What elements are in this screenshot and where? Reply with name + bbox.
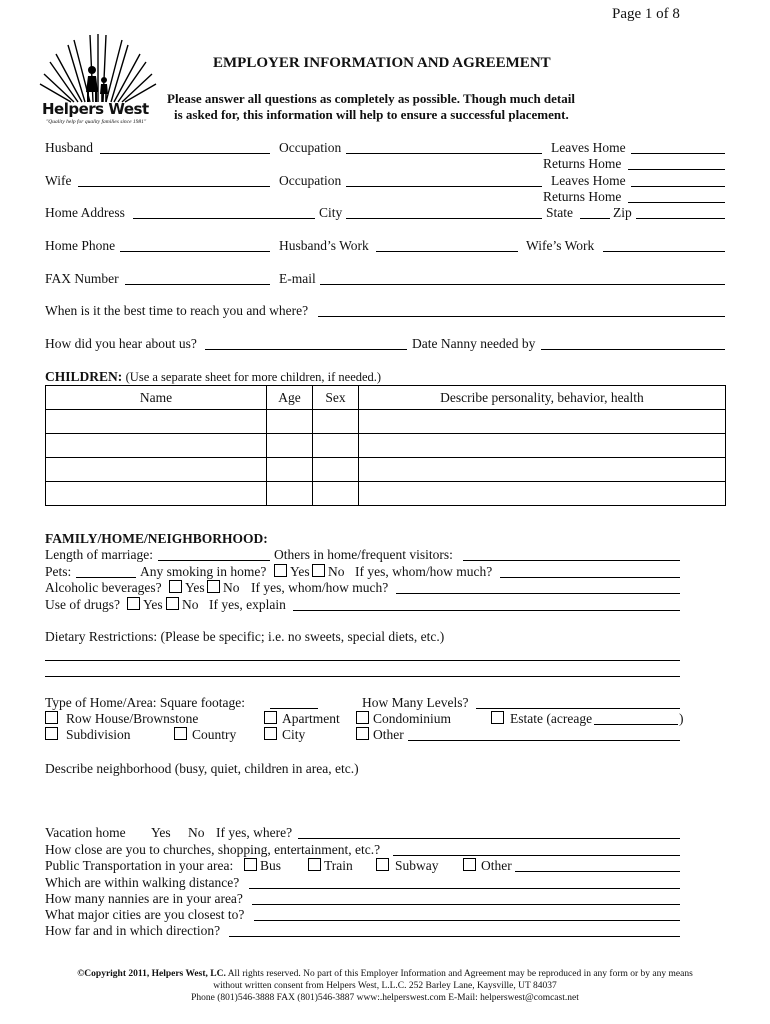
drugs-yes[interactable]: [127, 597, 163, 613]
child-name-cell[interactable]: [46, 458, 267, 482]
other-transport-field[interactable]: [515, 859, 680, 872]
other-home-label: Other: [373, 727, 404, 742]
home-phone-field[interactable]: [120, 239, 270, 252]
wife-occupation-label: Occupation: [279, 173, 342, 188]
table-row: [46, 482, 726, 506]
alcohol-yes-checkbox[interactable]: [169, 580, 182, 593]
logo-name: Helpers West: [42, 100, 149, 118]
zip-label: Zip: [613, 205, 632, 220]
husbands-work-field[interactable]: [376, 239, 518, 252]
bus-option[interactable]: [244, 858, 281, 874]
hear-about-label: How did you hear about us?: [45, 336, 197, 351]
husband-returns-home-label: Returns Home: [543, 156, 622, 171]
child-name-cell[interactable]: [46, 434, 267, 458]
wife-returns-home-field[interactable]: [628, 190, 725, 203]
levels-label: How Many Levels?: [362, 695, 469, 710]
subway-label: Subway: [395, 858, 439, 873]
zip-field[interactable]: [636, 206, 725, 219]
alcohol-no[interactable]: [207, 580, 240, 596]
husband-occupation-label: Occupation: [279, 140, 342, 155]
other-transport-option[interactable]: [463, 858, 512, 874]
square-footage-field[interactable]: [270, 696, 318, 709]
husband-occupation-field[interactable]: [346, 141, 542, 154]
public-transport-label: Public Transportation in your area:: [45, 858, 234, 873]
dietary-label: Dietary Restrictions: (Please be specific; i.e. no sweets, special diets, etc.): [45, 629, 445, 644]
alcohol-if-yes-label: If yes, whom/how much?: [251, 580, 389, 595]
family-heading: FAMILY/HOME/NEIGHBORHOOD:: [45, 531, 268, 546]
wife-occupation-field[interactable]: [346, 174, 542, 187]
row-house-checkbox[interactable]: [45, 711, 58, 724]
apartment-checkbox[interactable]: [264, 711, 277, 724]
col-describe: Describe personality, behavior, health: [359, 386, 726, 410]
city-field[interactable]: [346, 206, 542, 219]
city-label: City: [319, 205, 343, 220]
condominium-checkbox[interactable]: [356, 711, 369, 724]
wifes-work-label: Wife’s Work: [526, 238, 595, 253]
smoking-if-yes-label: If yes, whom/how much?: [355, 564, 493, 579]
vacation-yes[interactable]: Yes: [151, 825, 171, 840]
home-phone-label: Home Phone: [45, 238, 116, 253]
length-marriage-field[interactable]: [158, 548, 270, 561]
husbands-work-label: Husband’s Work: [279, 238, 369, 253]
wife-field[interactable]: [78, 174, 270, 187]
wife-leaves-home-label: Leaves Home: [551, 173, 626, 188]
how-far-field[interactable]: [229, 924, 680, 937]
fax-field[interactable]: [125, 272, 270, 285]
child-age-cell[interactable]: [267, 434, 313, 458]
date-needed-field[interactable]: [541, 337, 725, 350]
vacation-where-label: If yes, where?: [216, 825, 293, 840]
alcohol-no-checkbox[interactable]: [207, 580, 220, 593]
children-title: CHILDREN:: [45, 369, 123, 384]
intro-line-1: Please answer all questions as completely as possible. Though much detail: [167, 91, 575, 106]
smoking-no[interactable]: [312, 564, 345, 580]
footer-copyright-bold: ©Copyright 2011, Helpers West, LC.: [77, 969, 226, 979]
husband-leaves-home-field[interactable]: [631, 141, 725, 154]
child-sex-cell[interactable]: [313, 482, 359, 506]
estate-checkbox[interactable]: [491, 711, 504, 724]
apartment-option[interactable]: [264, 711, 340, 727]
country-checkbox[interactable]: [174, 727, 187, 740]
fax-label: FAX Number: [45, 271, 119, 286]
length-marriage-label: Length of marriage:: [45, 547, 153, 562]
child-name-cell[interactable]: [46, 482, 267, 506]
child-describe-cell[interactable]: [359, 410, 726, 434]
footer-copyright-rest: All rights reserved. No part of this Employer Information and Agreement may be reproduced in any form or by any means: [225, 969, 693, 979]
condominium-label: Condominium: [373, 711, 452, 726]
table-row: [46, 458, 726, 482]
vacation-label: Vacation home: [45, 825, 126, 840]
dietary-field-line-2[interactable]: [45, 664, 680, 677]
smoking-no-checkbox[interactable]: [312, 564, 325, 577]
row-house-label: Row House/Brownstone: [66, 711, 199, 726]
pets-field[interactable]: [76, 565, 136, 578]
smoking-label: Any smoking in home?: [140, 564, 267, 579]
country-label: Country: [192, 727, 237, 742]
train-checkbox[interactable]: [308, 858, 321, 871]
major-cities-label: What major cities are you closest to?: [45, 907, 245, 922]
col-age: Age: [267, 386, 313, 410]
subway-option[interactable]: [376, 858, 439, 874]
state-label: State: [546, 205, 573, 220]
others-home-field[interactable]: [463, 548, 680, 561]
smoking-yes-label: Yes: [290, 564, 310, 579]
how-far-label: How far and in which direction?: [45, 923, 221, 938]
train-option[interactable]: [308, 858, 353, 874]
date-needed-label: Date Nanny needed by: [412, 336, 536, 351]
subdivision-option[interactable]: [45, 727, 131, 743]
children-note: (Use a separate sheet for more children, if needed.): [125, 370, 382, 384]
husband-leaves-home-label: Leaves Home: [551, 140, 626, 155]
bus-label: Bus: [260, 858, 282, 873]
neighborhood-label: Describe neighborhood (busy, quiet, children in area, etc.): [45, 761, 359, 776]
child-age-cell[interactable]: [267, 410, 313, 434]
estate-close-paren: ): [679, 711, 684, 726]
footer-contact: Phone (801)546-3888 FAX (801)546-3887 www:.helperswest.com E-Mail: helperswest@comcast.net: [191, 993, 579, 1003]
alcohol-yes[interactable]: [169, 580, 205, 596]
best-time-field[interactable]: [318, 304, 725, 317]
drugs-yes-checkbox[interactable]: [127, 597, 140, 610]
other-home-field[interactable]: [408, 728, 680, 741]
intro-line-2: is asked for, this information will help to ensure a successful placement.: [174, 107, 569, 122]
train-label: Train: [324, 858, 353, 873]
country-option[interactable]: [174, 727, 236, 743]
wife-label: Wife: [45, 173, 72, 188]
estate-option[interactable]: [491, 711, 592, 727]
other-home-checkbox[interactable]: [356, 727, 369, 740]
footer-address: without written consent from Helpers West, L.L.C. 252 Barley Lane, Kaysville, UT 84037: [213, 981, 557, 991]
children-table: [45, 385, 726, 506]
how-close-field[interactable]: [393, 843, 680, 856]
alcohol-yes-label: Yes: [185, 580, 205, 595]
wife-leaves-home-field[interactable]: [631, 174, 725, 187]
type-home-label: Type of Home/Area: Square footage:: [45, 695, 245, 710]
helpers-west-logo: [38, 30, 158, 130]
estate-acreage-field[interactable]: [594, 712, 678, 725]
condominium-option[interactable]: [356, 711, 451, 727]
vacation-no[interactable]: No: [188, 825, 205, 840]
home-address-label: Home Address: [45, 205, 125, 220]
alcohol-label: Alcoholic beverages?: [45, 580, 162, 595]
walking-label: Which are within walking distance?: [45, 875, 240, 890]
city-checkbox[interactable]: [264, 727, 277, 740]
child-sex-cell[interactable]: [313, 410, 359, 434]
major-cities-field[interactable]: [254, 908, 680, 921]
subway-checkbox[interactable]: [376, 858, 389, 871]
child-describe-cell[interactable]: [359, 482, 726, 506]
smoking-yes-checkbox[interactable]: [274, 564, 287, 577]
subdivision-checkbox[interactable]: [45, 727, 58, 740]
city-option[interactable]: [264, 727, 305, 743]
city-option-label: City: [282, 727, 306, 742]
best-time-label: When is it the best time to reach you and where?: [45, 303, 309, 318]
table-row: [46, 410, 726, 434]
smoking-no-label: No: [328, 564, 345, 579]
other-transport-checkbox[interactable]: [463, 858, 476, 871]
smoking-yes[interactable]: [274, 564, 310, 580]
apartment-label: Apartment: [282, 711, 340, 726]
drugs-no[interactable]: [166, 597, 199, 613]
drugs-no-label: No: [182, 597, 199, 612]
alcohol-if-yes-field[interactable]: [396, 581, 680, 594]
wife-returns-home-label: Returns Home: [543, 189, 622, 204]
dietary-field-line-1[interactable]: [45, 648, 680, 661]
child-age-cell[interactable]: [267, 458, 313, 482]
table-row: [46, 434, 726, 458]
levels-field[interactable]: [476, 696, 680, 709]
footer-copyright: [0, 969, 770, 979]
col-sex: Sex: [313, 386, 359, 410]
estate-label: Estate (acreage: [510, 711, 593, 726]
husband-returns-home-field[interactable]: [628, 157, 725, 170]
form-title: EMPLOYER INFORMATION AND AGREEMENT: [213, 55, 551, 71]
nannies-field[interactable]: [252, 892, 680, 905]
row-house-option[interactable]: [45, 711, 198, 727]
drugs-label: Use of drugs?: [45, 597, 120, 612]
hear-about-field[interactable]: [205, 337, 407, 350]
other-home-option[interactable]: [356, 727, 404, 743]
child-age-cell[interactable]: [267, 482, 313, 506]
page-number: Page 1 of 8: [612, 6, 680, 22]
husband-label: Husband: [45, 140, 93, 155]
child-describe-cell[interactable]: [359, 458, 726, 482]
drugs-yes-label: Yes: [143, 597, 163, 612]
walking-field[interactable]: [249, 876, 680, 889]
email-field[interactable]: [320, 272, 725, 285]
vacation-where-field[interactable]: [298, 826, 680, 839]
child-sex-cell[interactable]: [313, 458, 359, 482]
wifes-work-field[interactable]: [603, 239, 725, 252]
others-home-label: Others in home/frequent visitors:: [274, 547, 453, 562]
bus-checkbox[interactable]: [244, 858, 257, 871]
child-name-cell[interactable]: [46, 410, 267, 434]
drugs-explain-label: If yes, explain: [209, 597, 286, 612]
alcohol-no-label: No: [223, 580, 240, 595]
logo-tagline: "Quality help for quality families since 1981": [46, 119, 147, 125]
smoking-if-yes-field[interactable]: [500, 565, 680, 578]
col-name: Name: [46, 386, 267, 410]
drugs-no-checkbox[interactable]: [166, 597, 179, 610]
sunburst-icon: [38, 30, 158, 105]
nannies-label: How many nannies are in your area?: [45, 891, 243, 906]
children-heading: [45, 369, 381, 385]
child-sex-cell[interactable]: [313, 434, 359, 458]
how-close-label: How close are you to churches, shopping, entertainment, etc.?: [45, 842, 381, 857]
husband-field[interactable]: [100, 141, 270, 154]
other-transport-label: Other: [481, 858, 512, 873]
pets-label: Pets:: [45, 564, 72, 579]
subdivision-label: Subdivision: [66, 727, 131, 742]
child-describe-cell[interactable]: [359, 434, 726, 458]
drugs-explain-field[interactable]: [293, 598, 680, 611]
children-header-row: [46, 386, 726, 410]
state-field[interactable]: [580, 206, 610, 219]
home-address-field[interactable]: [133, 206, 315, 219]
email-label: E-mail: [279, 271, 316, 286]
